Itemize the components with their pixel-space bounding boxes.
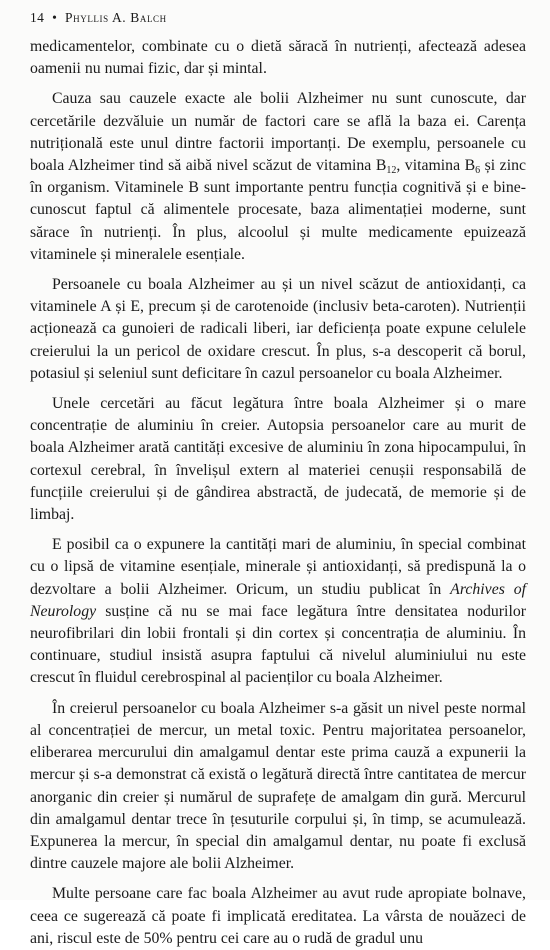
subscript: 12 xyxy=(386,165,397,177)
paragraph-text: Cauza sau cauzele exacte ale bolii Alzheimer nu sunt cunoscute, dar cercetările dezvăluie un număr de factori care se află la baza ei. Carența nutrițională este unul dintre factorii importanți. De exemplu, persoanele cu boala Alzheimer tind să aibă nivel scăzut de vitamina B xyxy=(30,90,526,175)
bullet-separator: • xyxy=(52,10,58,25)
paragraph-antioxidants: Persoanele cu boala Alzheimer au și un nivel scăzut de antioxidanți, ca vitaminele A și E, precum și de carotenoide (inclusiv beta-caroten). Nutrienții acționează ca gunoieri de radicali liberi, iar deficiența poate expune celulele creierului la un pericol de oxidare crescut. În plus, s-a descoperit că borul, potasiul și seleniul sunt deficitare în cazul persoanelor cu boala Alzheimer. xyxy=(30,276,526,382)
paragraph-study xyxy=(30,534,526,689)
running-head xyxy=(30,10,167,26)
paragraph-mercury: În creierul persoanelor cu boala Alzheimer s-a găsit un nivel peste normal al concentrației de mercur, un metal toxic. Pentru majoritatea persoanelor, eliberarea mercurului din amalgamul dentar este prima cauză a expunerii la mercur și s-a demonstrat că există o legătură directă între cantitatea de mercur anorganic din creier și numărul de suprafețe de amalgam din gură. Mercurul din amalgamul dentar trece în țesuturile corpului și, în timp, se acumulează. Expunerea la mercur, în special din amalgamul dentar, nu poate fi exclusă dintre cauzele majore ale bolii Alzheimer. xyxy=(30,699,526,873)
paragraph-text: susține că nu se mai face legătura între densitatea nodurilor neurofibrilari din lobii frontali și din cortex și concentrația de aluminiu. În continuare, studiul insistă asupra faptului că nivelul aluminiului nu este crescut în fluidul cerebrospinal al pacienților cu boala Alzheimer. xyxy=(30,602,526,687)
paragraph-causes xyxy=(30,88,526,266)
body-text xyxy=(30,36,526,950)
paragraph-continued: medicamentelor, combinate cu o dietă săracă în nutrienți, afectează adesea oamenii nu numai fizic, dar și mintal. xyxy=(30,38,526,78)
subscript: 6 xyxy=(475,165,481,177)
page-number: 14 xyxy=(30,10,45,25)
paragraph-text: și zinc în organism. Vitaminele B sunt importante pentru funcția cognitivă și e bine-cunoscut faptul că alimentele procesate, baza alimentației moderne, sunt sărace în nutrienți. În plus, alcoolul și multe medicamente epuizează vitaminele și mineralele esențiale. xyxy=(30,157,526,263)
paragraph-aluminium: Unele cercetări au făcut legătura între boala Alzheimer și o mare concentrație de aluminiu în creier. Autopsia persoanelor care au murit de boala Alzheimer arată cantități excesive de aluminiu în zona hipocampului, în cortexul cerebral, în învelișul extern al materiei cenușii responsabilă de funcțiile creierului și de gândirea abstractă, de judecată, de memorie și de limbaj. xyxy=(30,395,526,524)
paragraph-text: E posibil ca o expunere la cantități mari de aluminiu, în special combinat cu o lipsă de vitamine esențiale, minerale și antioxidanți, să predispună la o dezvoltare a bolii Alzheimer. Oricum, un studiu publicat în xyxy=(30,536,526,598)
paragraph-text: , vitamina B xyxy=(396,157,476,175)
journal-title: Archives of Neurology xyxy=(30,580,526,620)
author-name: Phyllis A. Balch xyxy=(65,10,167,25)
paragraph-heredity: Multe persoane care fac boala Alzheimer au avut rude apropiate bolnave, ceea ce sugerează că poate fi implicată ereditatea. La vârsta de nouăzeci de ani, riscul este de 50% pentru cei care au o rudă de gradul unu xyxy=(30,885,526,947)
